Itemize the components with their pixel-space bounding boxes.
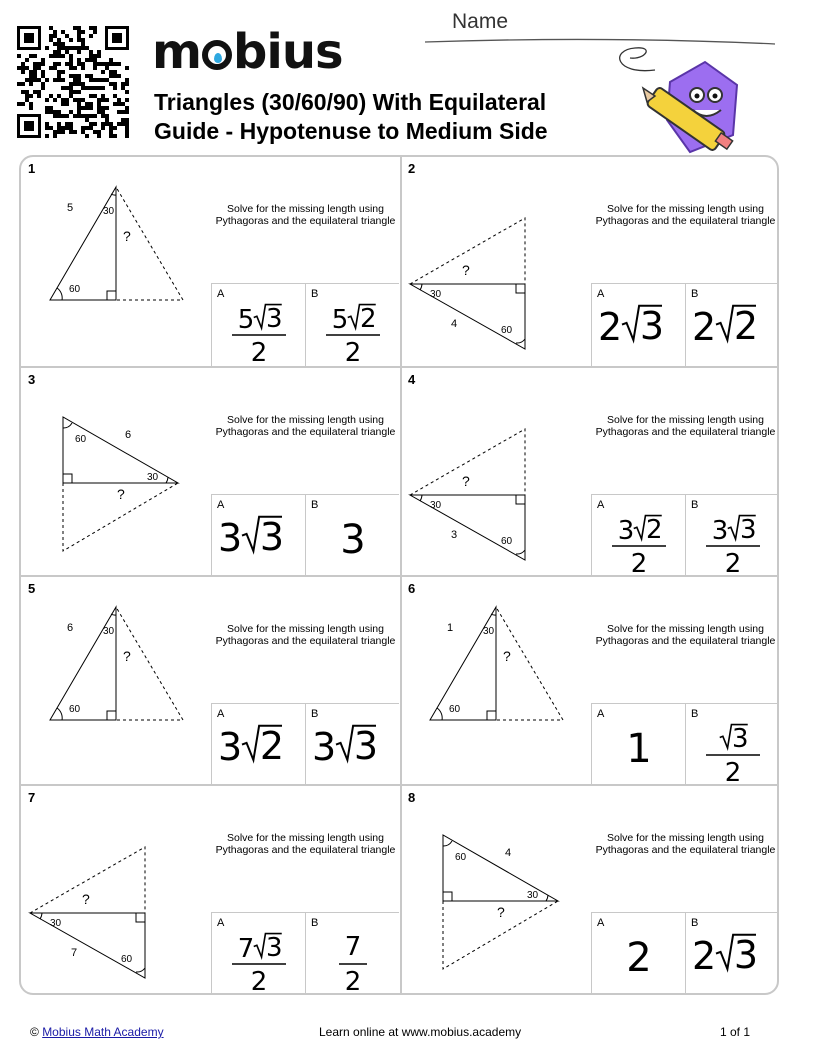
- unknown-side-label: ?: [497, 904, 505, 920]
- radicand: 3: [739, 515, 757, 545]
- option-letter: A: [217, 499, 225, 511]
- answer-option-b[interactable]: [685, 912, 779, 995]
- triangle-figure: [401, 786, 601, 995]
- coefficient: 2: [692, 934, 717, 978]
- instruction-text: Solve for the missing length using Pythagoras and the equilateral triangle: [595, 623, 776, 647]
- triangle-figure: [21, 577, 221, 786]
- answer-expression: [306, 284, 400, 367]
- answer-option-a[interactable]: [591, 703, 685, 786]
- answer-option-b[interactable]: [685, 283, 779, 366]
- option-letter: B: [691, 917, 699, 929]
- answer-option-a[interactable]: [211, 494, 305, 577]
- answer-expression: [306, 704, 400, 787]
- unknown-side-label: ?: [117, 486, 125, 502]
- question-number: 3: [28, 372, 36, 387]
- coefficient: 3: [617, 516, 635, 546]
- triangle-figure: [401, 368, 601, 577]
- radicand: 2: [733, 304, 759, 348]
- answer-option-a[interactable]: [211, 912, 305, 995]
- title-line-2: Guide - Hypotenuse to Medium Side: [154, 118, 548, 144]
- copyright-symbol: ©: [30, 1025, 39, 1039]
- numerator: 7: [344, 932, 362, 962]
- radicand: 2: [645, 515, 663, 545]
- question-number: 2: [408, 161, 416, 176]
- option-letter: B: [691, 288, 699, 300]
- question-number: 8: [408, 790, 416, 805]
- instruction-text: Solve for the missing length using Pythagoras and the equilateral triangle: [595, 832, 776, 856]
- denominator: 2: [724, 549, 742, 578]
- qr-code: [17, 26, 129, 138]
- answer-option-a[interactable]: [211, 283, 305, 366]
- angle-label-30: 30: [103, 206, 115, 217]
- instruction-text: Solve for the missing length using Pythagoras and the equilateral triangle: [595, 414, 776, 438]
- question-2: [401, 157, 779, 366]
- answer-value: 3: [340, 517, 366, 563]
- worksheet-title: [154, 88, 548, 146]
- answer-expression: [212, 495, 306, 578]
- answer-option-a[interactable]: [591, 283, 685, 366]
- unknown-side-label: ?: [503, 648, 511, 664]
- hypotenuse-label: 1: [447, 622, 454, 634]
- radicand: 3: [265, 933, 283, 963]
- answer-expression: [592, 913, 686, 995]
- coefficient: 2: [692, 305, 717, 349]
- angle-label-30: 30: [527, 890, 539, 901]
- angle-label-30: 30: [483, 626, 495, 637]
- angle-label-30: 30: [430, 289, 442, 300]
- option-letter: A: [597, 708, 605, 720]
- denominator: 2: [344, 967, 362, 996]
- mobius-logo: m bius: [152, 24, 343, 80]
- unknown-side-label: ?: [462, 262, 470, 278]
- denominator: 2: [630, 549, 648, 578]
- question-number: 7: [28, 790, 36, 805]
- option-letter: A: [597, 288, 605, 300]
- option-letter: A: [217, 288, 225, 300]
- pencil-mascot: [605, 40, 755, 158]
- answer-option-a[interactable]: [591, 494, 685, 577]
- answer-expression: [686, 284, 779, 367]
- answer-expression: [212, 704, 306, 787]
- answer-expression: [686, 913, 779, 995]
- unknown-side-label: ?: [462, 473, 470, 489]
- hypotenuse-label: 4: [451, 318, 458, 330]
- answer-option-b[interactable]: [685, 703, 779, 786]
- question-5: [21, 577, 400, 786]
- question-7: [21, 786, 400, 995]
- option-letter: A: [597, 499, 605, 511]
- answer-value: 2: [626, 935, 652, 981]
- question-number: 5: [28, 581, 36, 596]
- triangle-figure: [21, 368, 221, 577]
- denominator: 2: [724, 758, 742, 787]
- answer-expression: [592, 704, 686, 787]
- angle-label-60: 60: [69, 704, 81, 715]
- instruction-text: Solve for the missing length using Pythagoras and the equilateral triangle: [215, 414, 396, 438]
- option-letter: A: [217, 708, 225, 720]
- hypotenuse-label: 3: [451, 529, 458, 541]
- angle-label-60: 60: [455, 852, 467, 863]
- answer-option-b[interactable]: [305, 283, 399, 366]
- page-number: 1 of 1: [720, 1025, 751, 1039]
- answer-expression: [686, 704, 779, 787]
- angle-label-60: 60: [121, 954, 133, 965]
- coefficient: 7: [237, 934, 255, 964]
- instruction-text: Solve for the missing length using Pythagoras and the equilateral triangle: [215, 623, 396, 647]
- hypotenuse-label: 6: [67, 622, 74, 634]
- option-letter: B: [311, 499, 319, 511]
- hypotenuse-label: 4: [505, 847, 512, 859]
- option-letter: A: [597, 917, 605, 929]
- question-number: 4: [408, 372, 416, 387]
- radicand: 3: [733, 933, 759, 977]
- radicand: 3: [731, 724, 749, 754]
- answer-value: 1: [626, 726, 652, 772]
- question-grid: [19, 155, 779, 995]
- radicand: 3: [259, 515, 285, 559]
- mobius-link[interactable]: Mobius Math Academy: [42, 1025, 164, 1039]
- angle-label-30: 30: [430, 500, 442, 511]
- title-line-1: Triangles (30/60/90) With Equilateral: [154, 89, 547, 115]
- radicand: 3: [639, 304, 665, 348]
- answer-option-a[interactable]: [211, 703, 305, 786]
- angle-label-60: 60: [69, 284, 81, 295]
- instruction-text: Solve for the missing length using Pythagoras and the equilateral triangle: [595, 203, 776, 227]
- question-4: [401, 368, 779, 577]
- option-letter: B: [311, 708, 319, 720]
- coefficient: 3: [312, 725, 337, 769]
- coefficient: 5: [331, 305, 349, 335]
- answer-expression: [686, 495, 779, 578]
- radicand: 2: [259, 724, 285, 768]
- answer-expression: [212, 913, 306, 995]
- answer-option-a[interactable]: [591, 912, 685, 995]
- footer-website: Learn online at www.mobius.academy: [319, 1025, 522, 1039]
- question-8: [401, 786, 779, 995]
- option-letter: B: [311, 917, 319, 929]
- answer-option-b[interactable]: [305, 494, 399, 577]
- instruction-text: Solve for the missing length using Pythagoras and the equilateral triangle: [215, 203, 396, 227]
- option-letter: A: [217, 917, 225, 929]
- answer-option-b[interactable]: [305, 912, 399, 995]
- question-3: [21, 368, 400, 577]
- coefficient: 3: [218, 516, 243, 560]
- coefficient: 5: [237, 305, 255, 335]
- unknown-side-label: ?: [82, 891, 90, 907]
- answer-expression: [306, 495, 400, 578]
- question-6: [401, 577, 779, 786]
- hypotenuse-label: 7: [71, 947, 78, 959]
- triangle-figure: [401, 157, 601, 366]
- answer-expression: [212, 284, 306, 367]
- triangle-figure: [21, 157, 221, 366]
- question-number: 1: [28, 161, 36, 176]
- angle-label-30: 30: [103, 626, 115, 637]
- coefficient: 2: [598, 305, 623, 349]
- footer-copyright: [30, 1025, 164, 1039]
- question-number: 6: [408, 581, 416, 596]
- answer-option-b[interactable]: [685, 494, 779, 577]
- answer-expression: [592, 495, 686, 578]
- triangle-figure: [21, 786, 221, 995]
- name-label: Name: [452, 10, 509, 33]
- radicand: 3: [265, 304, 283, 334]
- option-letter: B: [691, 499, 699, 511]
- angle-label-30: 30: [50, 918, 62, 929]
- coefficient: 3: [711, 516, 729, 546]
- hypotenuse-label: 6: [125, 429, 132, 441]
- coefficient: 3: [218, 725, 243, 769]
- triangle-figure: [401, 577, 601, 786]
- question-1: [21, 157, 400, 366]
- angle-label-30: 30: [147, 472, 159, 483]
- option-letter: B: [311, 288, 319, 300]
- angle-label-60: 60: [501, 536, 513, 547]
- instruction-text: Solve for the missing length using Pythagoras and the equilateral triangle: [215, 832, 396, 856]
- radicand: 3: [353, 724, 379, 768]
- denominator: 2: [250, 967, 268, 996]
- angle-label-60: 60: [501, 325, 513, 336]
- denominator: 2: [250, 338, 268, 367]
- denominator: 2: [344, 338, 362, 367]
- answer-expression: [592, 284, 686, 367]
- hypotenuse-label: 5: [67, 202, 74, 214]
- answer-expression: [306, 913, 400, 995]
- unknown-side-label: ?: [123, 648, 131, 664]
- radicand: 2: [359, 304, 377, 334]
- angle-label-60: 60: [75, 434, 87, 445]
- angle-label-60: 60: [449, 704, 461, 715]
- option-letter: B: [691, 708, 699, 720]
- unknown-side-label: ?: [123, 228, 131, 244]
- answer-option-b[interactable]: [305, 703, 399, 786]
